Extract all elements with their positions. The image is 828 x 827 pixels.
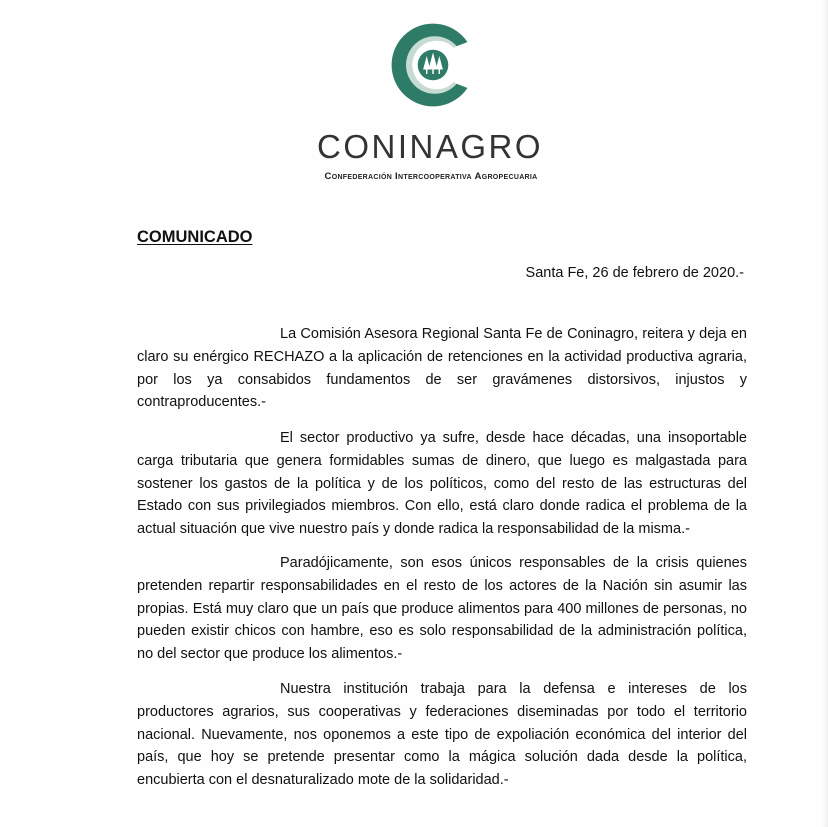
coninagro-logo	[300, 20, 570, 182]
date-line: Santa Fe, 26 de febrero de 2020.-	[525, 265, 744, 281]
paragraph-text: El sector productivo ya sufre, desde hace décadas, una insoportable carga tributaria que genera formidables sumas de dinero, que luego es malgastada para sostener los gastos de la política y de los políticos, como del resto de las estructuras del Estado con sus privilegiados miembros. Con ello, está claro donde radica el problema de la actual situación que vive nuestro país y donde radica la responsabilidad de la misma.-	[137, 430, 747, 538]
coninagro-c-logo-icon	[388, 20, 478, 110]
paragraph-text: Nuestra institución trabaja para la defensa e intereses de los productores agrarios, sus cooperativas y federaciones diseminadas por todo el territorio nacional. Nuevamente, nos oponemos a este tipo de expoliación económica del interior del país, que hoy se pretende presentar como la mágica solución dada desde la política, encubierta con el desnaturalizado mote de la solidaridad.-	[137, 681, 747, 789]
brand-wordmark: CONINAGRO	[316, 128, 543, 165]
paragraph-text: Paradójicamente, son esos únicos responsables de la crisis quienes pretenden repartir responsabilidades en el resto de los actores de la Nación sin asumir las propias. Está muy claro que un país que produce alimentos para 400 millones de personas, no pueden existir chicos con hambre, eso es solo responsabilidad de la administración política, no del sector que produce los alimentos.-	[137, 555, 747, 663]
brand-tagline: Confederación Intercooperativa Agropecuaria	[324, 171, 538, 182]
paragraph	[137, 552, 747, 666]
paragraph-text: La Comisión Asesora Regional Santa Fe de Coninagro, reitera y deja en claro su enérgico RECHAZO a la aplicación de retenciones en la actividad productiva agraria, por los ya consabidos fundamentos de ser gravámenes distorsivos, injustos y contraproducentes.-	[137, 326, 747, 411]
paragraph	[137, 323, 747, 414]
paragraph	[137, 427, 747, 541]
paragraph	[137, 678, 747, 792]
document-title: COMUNICADO	[137, 228, 253, 246]
page-edge-shadow	[822, 0, 828, 827]
